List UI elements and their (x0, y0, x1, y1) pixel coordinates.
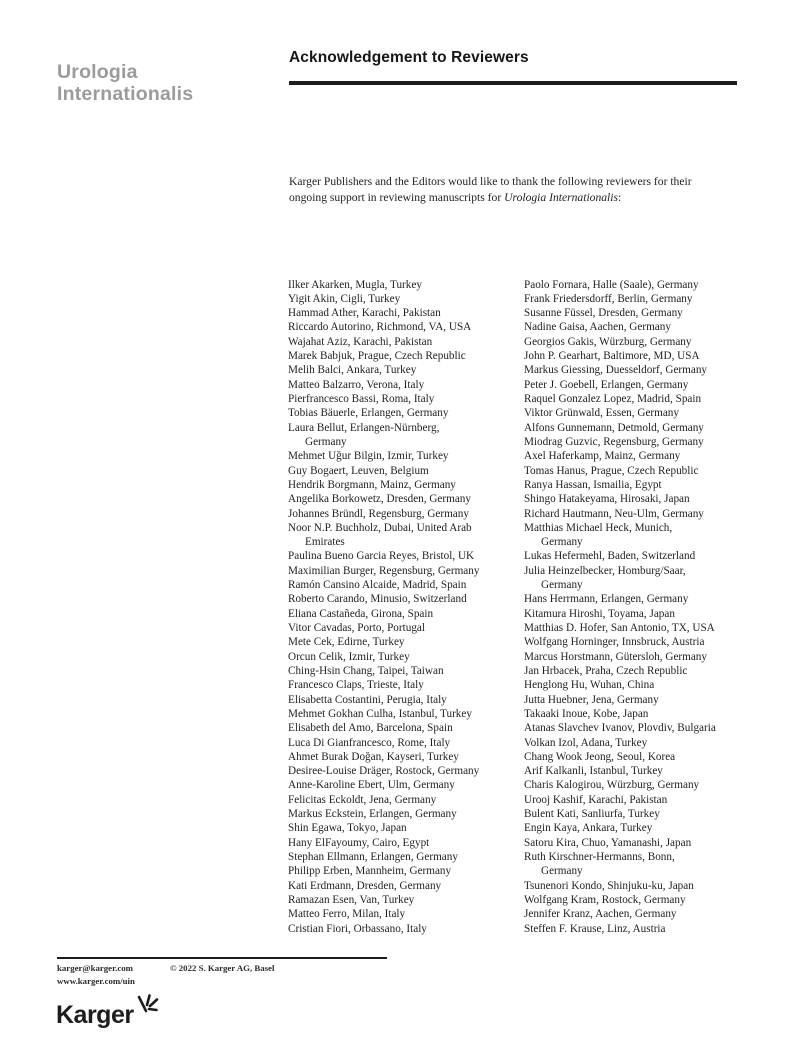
reviewer-line: Jutta Huebner, Jena, Germany (524, 693, 659, 706)
reviewer-line: Takaaki Inoue, Kobe, Japan (524, 707, 649, 720)
reviewer-line: Kitamura Hiroshi, Toyama, Japan (524, 607, 675, 620)
reviewer-line: Ahmet Burak Doğan, Kayseri, Turkey (288, 750, 459, 763)
reviewer-line: Mehmet Uğur Bilgin, Izmir, Turkey (288, 450, 449, 463)
reviewer-line: John P. Gearhart, Baltimore, MD, USA (524, 350, 700, 363)
reviewer-line: Roberto Carando, Minusio, Switzerland (288, 593, 467, 606)
reviewer-line: Germany (541, 579, 583, 592)
footer-copyright: © 2022 S. Karger AG, Basel (170, 963, 275, 973)
reviewer-line: Mehmet Gokhan Culha, Istanbul, Turkey (288, 707, 472, 720)
reviewer-line: Angelika Borkowetz, Dresden, Germany (288, 493, 471, 506)
reviewer-line: Felicitas Eckoldt, Jena, Germany (288, 793, 437, 806)
reviewer-line: Orcun Celik, Izmir, Turkey (288, 650, 410, 663)
reviewer-line: Mete Cek, Edirne, Turkey (288, 636, 405, 649)
intro-line2-suffix: : (618, 190, 622, 204)
reviewer-line: Atanas Slavchev Ivanov, Plovdiv, Bulgaria (524, 722, 716, 735)
reviewer-line: Shingo Hatakeyama, Hirosaki, Japan (524, 493, 690, 506)
reviewer-left-column (288, 278, 524, 936)
reviewer-line: Johannes Bründl, Regensburg, Germany (288, 507, 469, 520)
reviewer-line: Matthias D. Hofer, San Antonio, TX, USA (524, 622, 715, 634)
page-title: Acknowledgement to Reviewers (289, 49, 529, 66)
reviewer-line: Tomas Hanus, Prague, Czech Republic (524, 464, 699, 477)
reviewer-line: Tobias Bäuerle, Erlangen, Germany (288, 407, 449, 420)
reviewer-line: Hans Herrmann, Erlangen, Germany (524, 593, 689, 606)
reviewer-line: Germany (541, 536, 583, 549)
reviewer-line: Urooj Kashif, Karachi, Pakistan (524, 793, 668, 806)
reviewer-line: Stephan Ellmann, Erlangen, Germany (288, 851, 458, 863)
reviewer-line: Pierfrancesco Bassi, Roma, Italy (288, 393, 435, 405)
reviewer-line: Markus Giessing, Duesseldorf, Germany (524, 364, 708, 377)
reviewer-line: Miodrag Guzvic, Regensburg, Germany (524, 435, 704, 448)
footer-website: www.karger.com/uin (57, 976, 135, 986)
reviewer-line: Alfons Gunnemann, Detmold, Germany (524, 421, 704, 434)
reviewer-line: Guy Bogaert, Leuven, Belgium (288, 464, 429, 477)
reviewer-line: Matteo Balzarro, Verona, Italy (288, 378, 425, 391)
reviewer-line: Volkan Izol, Adana, Turkey (524, 736, 648, 749)
reviewer-line: Paolo Fornara, Halle (Saale), Germany (524, 278, 699, 291)
intro-paragraph (289, 174, 749, 206)
reviewer-line: Marcus Horstmann, Gütersloh, Germany (524, 650, 707, 663)
reviewer-line: Frank Friedersdorff, Berlin, Germany (524, 292, 693, 305)
reviewer-line: Wolfgang Kram, Rostock, Germany (524, 893, 686, 906)
reviewer-line: Matteo Ferro, Milan, Italy (288, 908, 406, 921)
reviewer-line: Nadine Gaisa, Aachen, Germany (524, 321, 671, 334)
reviewer-line: Melih Balci, Ankara, Turkey (288, 364, 417, 377)
reviewer-line: Elisabeth del Amo, Barcelona, Spain (288, 722, 453, 735)
reviewer-line: Chang Wook Jeong, Seoul, Korea (524, 750, 676, 763)
reviewer-line: Hany ElFayoumy, Cairo, Egypt (288, 836, 430, 849)
footer-email: karger@karger.com (57, 963, 134, 973)
reviewer-line: Axel Haferkamp, Mainz, Germany (524, 450, 681, 463)
reviewer-line: Eliana Castañeda, Girona, Spain (288, 607, 434, 620)
reviewer-line: Germany (541, 865, 583, 878)
reviewer-line: Hammad Ather, Karachi, Pakistan (288, 307, 441, 320)
reviewer-line: Julia Heinzelbecker, Homburg/Saar, (524, 564, 686, 577)
reviewer-line: Bulent Kati, Sanliurfa, Turkey (524, 808, 660, 821)
reviewer-line: Laura Bellut, Erlangen-Nürnberg, (288, 421, 440, 434)
reviewer-line: Ching-Hsin Chang, Taipei, Taiwan (288, 664, 444, 677)
reviewer-line: Henglong Hu, Wuhan, China (524, 679, 655, 692)
reviewer-line: Tsunenori Kondo, Shinjuku-ku, Japan (524, 879, 694, 892)
reviewer-line: Satoru Kira, Chuo, Yamanashi, Japan (524, 836, 692, 849)
reviewer-line: Noor N.P. Buchholz, Dubai, United Arab (288, 521, 472, 534)
reviewer-line: Richard Hautmann, Neu-Ulm, Germany (524, 507, 704, 520)
reviewer-line: Peter J. Goebell, Erlangen, Germany (524, 378, 689, 391)
journal-name-line1: Urologia (57, 61, 138, 83)
intro-line1: Karger Publishers and the Editors would like to thank the following reviewers for their (289, 175, 692, 188)
reviewer-line: Lukas Hefermehl, Baden, Switzerland (524, 550, 696, 563)
reviewer-line: Susanne Füssel, Dresden, Germany (524, 307, 683, 320)
reviewer-line: Francesco Claps, Trieste, Italy (288, 679, 424, 692)
karger-spark-icon (136, 994, 159, 1017)
reviewer-line: Markus Eckstein, Erlangen, Germany (288, 808, 457, 821)
intro-line2 (289, 190, 749, 206)
intro-journal-italic: Urologia Internationalis (504, 190, 619, 204)
reviewer-line: Emirates (305, 536, 345, 549)
journal-name-line2: Internationalis (57, 82, 194, 105)
reviewer-line: Ranya Hassan, Ismailia, Egypt (524, 478, 662, 491)
reviewer-line: Kati Erdmann, Dresden, Germany (288, 879, 442, 892)
reviewer-line: Ilker Akarken, Mugla, Turkey (288, 278, 422, 291)
reviewer-line: Vitor Cavadas, Porto, Portugal (288, 622, 425, 634)
reviewer-line: Desiree-Louise Dräger, Rostock, Germany (288, 765, 480, 778)
reviewer-line: Elisabetta Costantini, Perugia, Italy (288, 693, 447, 706)
reviewer-line: Paulina Bueno Garcia Reyes, Bristol, UK (288, 550, 475, 563)
reviewer-right-column (524, 278, 770, 936)
reviewer-line: Maximilian Burger, Regensburg, Germany (288, 564, 480, 577)
journal-name (57, 62, 193, 105)
reviewer-line: Matthias Michael Heck, Munich, (524, 521, 673, 534)
reviewer-line: Marek Babjuk, Prague, Czech Republic (288, 350, 466, 363)
reviewer-line: Philipp Erben, Mannheim, Germany (288, 865, 452, 878)
reviewer-line: Viktor Grünwald, Essen, Germany (524, 407, 679, 420)
reviewer-line: Engin Kaya, Ankara, Turkey (524, 822, 653, 835)
footer-contact (57, 962, 135, 988)
reviewer-line: Wajahat Aziz, Karachi, Pakistan (288, 335, 433, 348)
reviewer-line: Ramón Cansino Alcaide, Madrid, Spain (288, 579, 467, 592)
intro-line2-prefix: ongoing support in reviewing manuscripts for (289, 190, 505, 204)
karger-logo (56, 1002, 166, 1036)
reviewer-line: Arif Kalkanli, Istanbul, Turkey (524, 765, 663, 778)
reviewer-line: Ruth Kirschner-Hermanns, Bonn, (524, 851, 675, 863)
reviewer-line: Wolfgang Horninger, Innsbruck, Austria (524, 636, 705, 649)
karger-wordmark: Karger (56, 1001, 134, 1029)
footer-rule (57, 957, 387, 959)
reviewer-line: Jan Hrbacek, Praha, Czech Republic (524, 664, 688, 677)
reviewer-line: Anne-Karoline Ebert, Ulm, Germany (288, 779, 455, 792)
reviewer-line: Steffen F. Krause, Linz, Austria (524, 922, 666, 935)
reviewer-line: Raquel Gonzalez Lopez, Madrid, Spain (524, 393, 702, 405)
reviewer-line: Hendrik Borgmann, Mainz, Germany (288, 478, 456, 491)
reviewer-line: Yigit Akin, Cigli, Turkey (288, 292, 401, 305)
reviewer-line: Luca Di Gianfrancesco, Rome, Italy (288, 736, 451, 749)
reviewer-line: Germany (305, 435, 347, 448)
reviewer-line: Riccardo Autorino, Richmond, VA, USA (288, 321, 472, 334)
reviewer-line: Georgios Gakis, Würzburg, Germany (524, 335, 692, 348)
reviewer-line: Shin Egawa, Tokyo, Japan (288, 822, 407, 835)
reviewer-line: Jennifer Kranz, Aachen, Germany (524, 908, 677, 921)
reviewer-line: Cristian Fiori, Orbassano, Italy (288, 922, 427, 935)
reviewer-line: Charis Kalogirou, Würzburg, Germany (524, 779, 700, 792)
reviewer-line: Ramazan Esen, Van, Turkey (288, 893, 415, 906)
title-rule (289, 81, 737, 85)
